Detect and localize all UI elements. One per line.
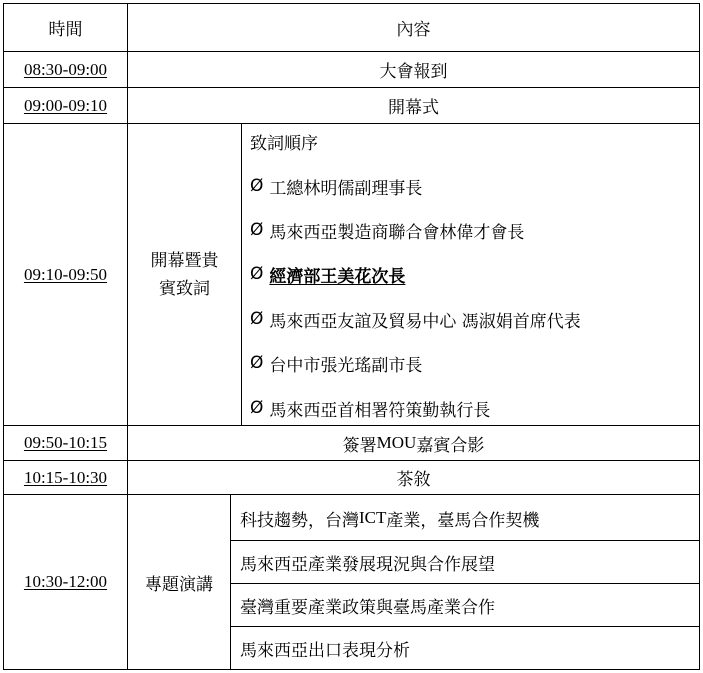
- bullet-marker: Ø: [250, 176, 264, 196]
- speaker-item: [250, 173, 422, 199]
- bullet-marker: Ø: [250, 309, 264, 329]
- topic-item: 臺灣重要產業政策與臺馬產業合作: [240, 597, 495, 618]
- topic-item: 馬來西亞出口表現分析: [240, 640, 410, 661]
- agenda-text: MOU: [376, 433, 417, 452]
- time-cell: 08:30-09:00: [23, 59, 108, 79]
- speaker-name: 馬來西亞製造商聯合會林偉才會長: [269, 222, 525, 243]
- agenda-item: [128, 426, 699, 460]
- topic-divider: [230, 583, 700, 584]
- agenda-item: 茶敘: [396, 470, 431, 490]
- time-cell: 10:30-12:00: [23, 572, 108, 591]
- topic-text: 科技趨勢，台灣: [240, 510, 359, 531]
- category-lectures: 專題演講: [145, 574, 213, 595]
- speaker-name: 馬來西亞首相署符策勤執行長: [269, 400, 491, 421]
- category-divider-lectures: [230, 494, 231, 670]
- topic-item: 馬來西亞產業發展現況與合作展望: [240, 554, 495, 575]
- category-divider-greetings: [241, 123, 242, 425]
- time-cell: 09:10-09:50: [23, 264, 108, 284]
- speaker-name: 馬來西亞友誼及貿易中心 馮淑娟首席代表: [269, 311, 581, 332]
- speaker-item: [250, 261, 405, 287]
- speaker-item: [250, 217, 524, 243]
- header-time: 時間: [48, 20, 83, 40]
- category-line: 賓致詞: [159, 278, 210, 299]
- time-cell: 09:00-09:10: [23, 95, 108, 115]
- category-greetings: [128, 124, 241, 425]
- speaker-name: 工總林明儒副理事長: [269, 178, 423, 199]
- topic-divider: [230, 626, 700, 627]
- category-line: 開幕暨貴: [150, 250, 219, 271]
- agenda-text: 簽署: [342, 435, 377, 456]
- topic-text: ICT: [359, 508, 387, 527]
- speaker-order-title: 致詞順序: [250, 133, 318, 154]
- speaker-name: 台中市張光瑤副市長: [269, 355, 423, 376]
- border-right: [699, 3, 700, 670]
- header-content: 內容: [396, 20, 431, 40]
- bullet-marker: Ø: [250, 264, 264, 284]
- speaker-item: [250, 350, 422, 376]
- bullet-marker: Ø: [250, 398, 264, 418]
- time-cell: 10:15-10:30: [23, 467, 108, 487]
- agenda-item: 大會報到: [379, 62, 448, 82]
- agenda-item: 開幕式: [388, 98, 439, 118]
- bullet-marker: Ø: [250, 353, 264, 373]
- topic-divider: [230, 540, 700, 541]
- topic-text: 產業，臺馬合作契機: [386, 510, 540, 531]
- border-bottom: [3, 669, 700, 670]
- time-cell: 09:50-10:15: [23, 433, 108, 452]
- bullet-marker: Ø: [250, 220, 264, 240]
- speaker-item: [250, 306, 581, 332]
- agenda-text: 嘉賓合影: [416, 435, 485, 456]
- speaker-name-highlight: 經濟部王美花次長: [269, 266, 406, 287]
- speaker-item: [250, 395, 490, 421]
- topic-item: [240, 505, 539, 531]
